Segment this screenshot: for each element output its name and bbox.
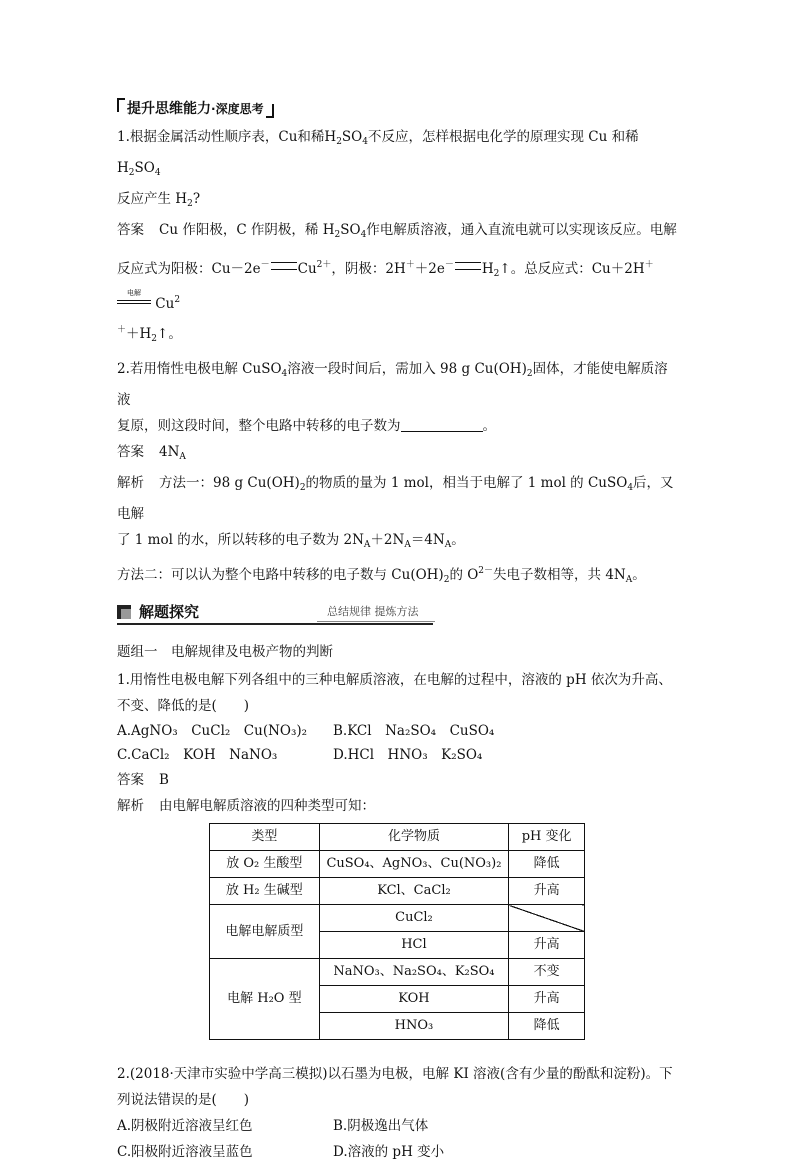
option-b[interactable]: B.KCl Na₂SO₄ CuSO₄	[333, 723, 495, 739]
electrolysis-types-table	[209, 823, 585, 1040]
section-title-thinking: 提升思维能力·深度思考	[117, 96, 274, 122]
g1q2-line1: 2.(2018·天津市实验中学高三模拟)以石墨为电极，电解 KI 溶液(含有少量的酚酞和淀粉)。下	[117, 1066, 673, 1082]
q1-answer-line3: $^++H_2↑$。	[117, 325, 182, 344]
q2-line1: 2.若用惰性电极电解 CuSO$_4$溶液一段时间后，需加入 98 g $Cu(OH)_2$固体，才能使电解质溶液	[117, 361, 668, 408]
g1q2-options-cd	[117, 1139, 677, 1165]
q1-answer-line2: 反应式为阳极：Cu－2e－ $Cu^{2+}$，阴极：2H＋＋2e－ $H_2↑$。总反应式：Cu＋2H＋ 电解 Cu$^2$	[117, 260, 654, 312]
table-row: 放 O₂ 生酸型 CuSO₄、AgNO₃、Cu(NO₃)₂ 降低	[210, 851, 585, 878]
q2-analysis-line1: 解析 方法一：98 g $Cu(OH)_2$的物质的量为 1 mol，相当于电解了 1 mol 的 CuSO$_4$后，又电解	[117, 475, 674, 522]
diagonal-cell	[509, 905, 585, 932]
answer-blank[interactable]	[401, 415, 483, 432]
g1q1-analysis: 解析 由电解电解质溶液的四种类型可知：	[117, 798, 375, 814]
option-d[interactable]: D.溶液的 pH 变小	[333, 1144, 445, 1160]
section-title-problem-solving: 解题探究 总结规律 提炼方法	[117, 601, 677, 625]
table-header: 化学物质	[319, 824, 509, 851]
g1q1-options-cd	[117, 743, 677, 767]
bracket-left-icon	[117, 98, 125, 112]
table-wrapper	[117, 823, 677, 1049]
q1-answer-line1: 答案 Cu 作阳极，C 作阴极，稀 $H_2SO_4$作电解质溶液，通入直流电就可以实现该反应。电解	[117, 217, 677, 248]
q1-line1: 1.根据金属活动性顺序表，Cu和稀$H_2SO_4$不反应，怎样根据电化学的原理实现 Cu 和稀 $H_2SO_4$	[117, 129, 639, 178]
q2-analysis-line3: 方法二：可以认为整个电路中转移的电子数与 $Cu(OH)_2$的 $O^{2-}$失电子数相等，共 $4N_A$。	[117, 566, 646, 585]
option-c[interactable]: C.CaCl₂ KOH NaNO₃	[117, 747, 278, 763]
bracket-right-icon	[266, 104, 274, 118]
answer-label: 答案	[117, 222, 144, 238]
table-row: HCl 升高	[210, 932, 585, 959]
g1q1-line1: 1.用惰性电极电解下列各组中的三种电解质溶液，在电解的过程中，溶液的 pH 依次为升高、	[117, 672, 672, 688]
table-row: KOH 升高	[210, 986, 585, 1013]
electrolysis-equals-sign: 电解	[117, 296, 151, 310]
option-a[interactable]: A.阴极附近溶液呈红色	[117, 1118, 253, 1134]
g1q1-answer: 答案 B	[117, 772, 169, 788]
option-b[interactable]: B.阴极逸出气体	[333, 1118, 429, 1134]
q2-line2: 复原，则这段时间，整个电路中转移的电子数为 。	[117, 413, 677, 439]
option-d[interactable]: D.HCl HNO₃ K₂SO₄	[333, 747, 483, 763]
g1q2-line2: 列说法错误的是( )	[117, 1092, 250, 1108]
option-c[interactable]: C.阳极附近溶液呈蓝色	[117, 1144, 253, 1160]
option-a[interactable]: A.AgNO₃ CuCl₂ Cu(NO₃)₂	[117, 723, 308, 739]
table-header: 类型	[210, 824, 320, 851]
page-content	[117, 96, 677, 1165]
q2-analysis-line2: 了 1 mol 的水，所以转移的电子数为 $2N_A+2N_A=4N_A$。	[117, 532, 465, 550]
table-row: 电解电解质型 CuCl₂	[210, 905, 585, 932]
q2-answer: 答案 $4N_A$	[117, 444, 186, 462]
g1q1-line2: 不变、降低的是( )	[117, 698, 250, 714]
table-header-row	[210, 824, 585, 851]
table-row: HNO₃ 降低	[210, 1013, 585, 1040]
q1-line2: 反应产生 $H_2$?	[117, 191, 201, 209]
group1-title: 题组一 电解规律及电极产物的判断	[117, 644, 333, 660]
g1q1-options-ab	[117, 719, 677, 743]
table-row: 电解 H₂O 型 NaNO₃、Na₂SO₄、K₂SO₄ 不变	[210, 959, 585, 986]
g1q2-options-ab	[117, 1113, 677, 1139]
table-header: pH 变化	[509, 824, 585, 851]
table-row: 放 H₂ 生碱型 KCl、CaCl₂ 升高	[210, 878, 585, 905]
